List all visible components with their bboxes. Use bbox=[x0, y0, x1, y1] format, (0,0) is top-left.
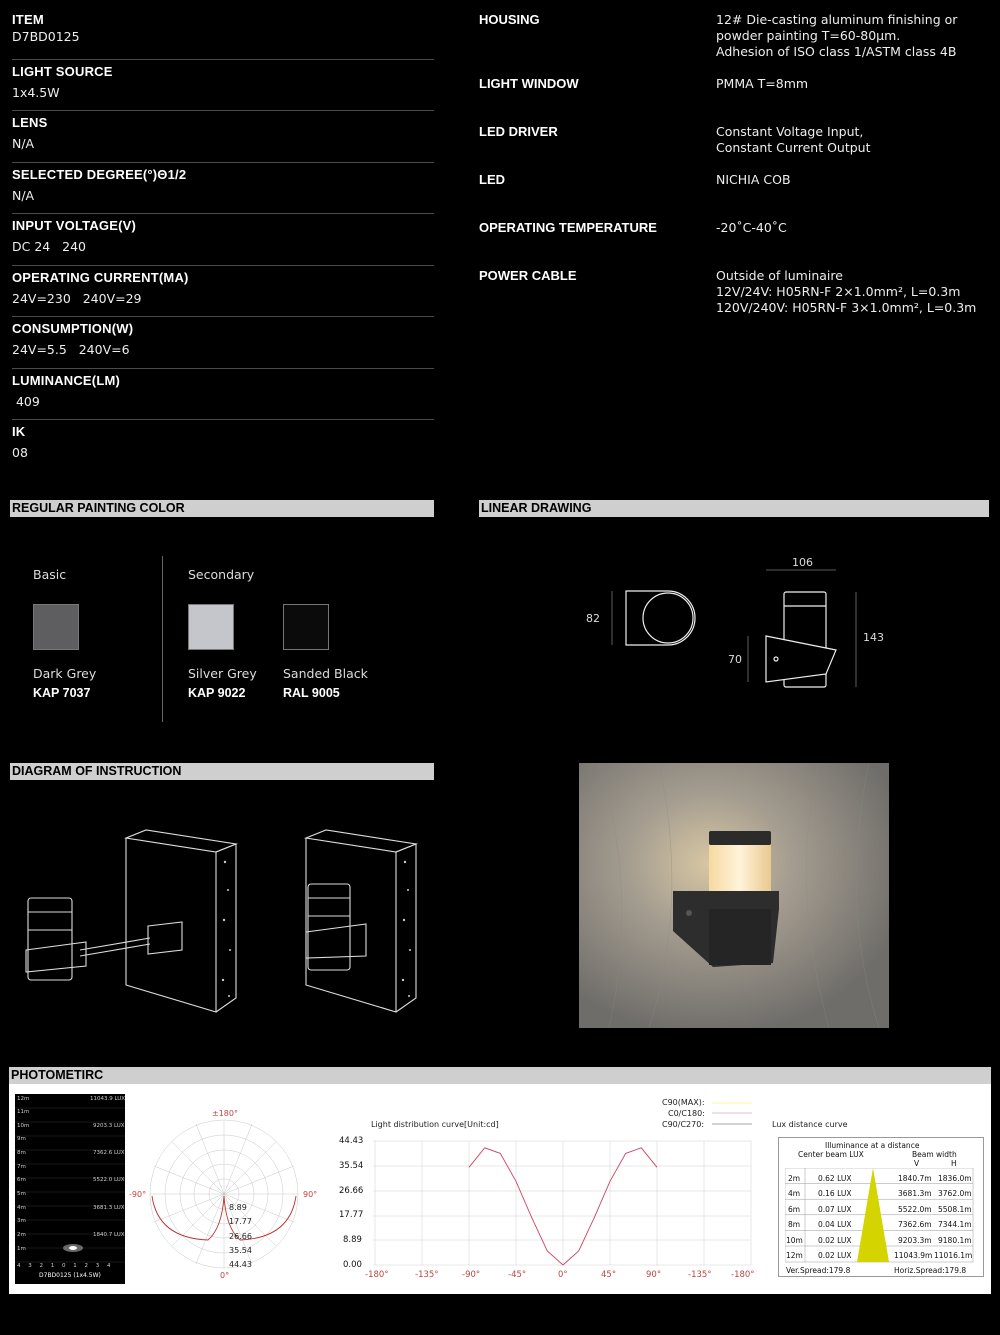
curve-title: Light distribution curve[Unit:cd] bbox=[371, 1120, 499, 1129]
lux-row-label: 7m bbox=[17, 1164, 26, 1170]
polar-ring: 44.43 bbox=[229, 1260, 252, 1269]
spec-label: HOUSING bbox=[479, 12, 540, 27]
x-tick: -135° bbox=[688, 1270, 712, 1280]
spec-value: 24V=230 240V=29 bbox=[12, 290, 142, 306]
spec-degree bbox=[12, 163, 434, 215]
lux-h: 7344.1m bbox=[938, 1220, 972, 1229]
spec-led bbox=[479, 168, 989, 216]
linear-drawing bbox=[570, 550, 890, 700]
x-tick: -90° bbox=[462, 1270, 481, 1280]
lux-tick: 1 bbox=[50, 1263, 55, 1269]
lux-value: 0.62 LUX bbox=[818, 1174, 852, 1183]
spec-value: Constant Voltage Input, Constant Current Output bbox=[716, 124, 871, 155]
top-view bbox=[612, 591, 695, 645]
spec-value: N/A bbox=[12, 136, 35, 151]
lux-row-label: 3m bbox=[17, 1218, 26, 1224]
y-tick: 44.43 bbox=[339, 1136, 364, 1146]
spec-value: -20˚C-40˚C bbox=[716, 220, 787, 235]
lux-h: 3762.0m bbox=[938, 1189, 972, 1198]
spec-value: NICHIA COB bbox=[716, 172, 791, 187]
lux-dist: 6m bbox=[788, 1205, 801, 1214]
lux-tick: 3 bbox=[28, 1263, 32, 1269]
basic-label: Basic bbox=[33, 567, 67, 582]
dim-height: 143 bbox=[863, 631, 884, 644]
lux-dist: 12m bbox=[786, 1251, 803, 1260]
instruction-diagram bbox=[20, 820, 440, 1020]
lux-row-label: 2m bbox=[17, 1232, 26, 1238]
spec-ik bbox=[12, 420, 434, 472]
lux-value: 5522.0 LUX bbox=[93, 1177, 125, 1183]
lux-h: 1836.0m bbox=[938, 1174, 972, 1183]
product-photo bbox=[579, 763, 889, 1028]
spec-label: POWER CABLE bbox=[479, 268, 577, 283]
y-tick: 8.89 bbox=[343, 1235, 362, 1245]
y-tick: 35.54 bbox=[339, 1161, 364, 1171]
secondary-label: Secondary bbox=[188, 567, 255, 582]
x-tick: -180° bbox=[731, 1270, 755, 1280]
polar-ring: 17.77 bbox=[229, 1217, 252, 1226]
lux-tick: 4 bbox=[17, 1263, 21, 1269]
spec-item bbox=[12, 8, 434, 60]
lux-h: 11016.1m bbox=[934, 1251, 973, 1260]
dim-width: 106 bbox=[792, 556, 813, 569]
color-code: KAP 9022 bbox=[188, 686, 246, 700]
lux-header-center: Center beam LUX bbox=[798, 1150, 864, 1159]
lux-row-label: 9m bbox=[17, 1136, 26, 1142]
section-header-instruction: DIAGRAM OF INSTRUCTION bbox=[10, 763, 434, 780]
polar-ring: 8.89 bbox=[229, 1203, 247, 1212]
spec-value: 12# Die-casting aluminum finishing or powder painting T=60-80μm. Adhesion of ISO class 1/ASTM class 4B bbox=[716, 12, 958, 59]
lux-value: 0.07 LUX bbox=[818, 1205, 852, 1214]
legend-c90max: C90(MAX): bbox=[662, 1098, 705, 1107]
polar-ring: 26.66 bbox=[229, 1232, 252, 1241]
distribution-chart bbox=[373, 1139, 753, 1267]
lux-row-label: 12m bbox=[17, 1096, 30, 1102]
spec-label: LIGHT SOURCE bbox=[12, 63, 113, 79]
lux-value: 0.02 LUX bbox=[818, 1236, 852, 1245]
lux-value: 0.04 LUX bbox=[818, 1220, 852, 1229]
spec-label: LIGHT WINDOW bbox=[479, 76, 579, 91]
x-tick: 90° bbox=[646, 1270, 662, 1280]
spec-value: 409 bbox=[12, 393, 40, 409]
spec-value: 08 bbox=[12, 445, 28, 460]
lux-tick: 2 bbox=[84, 1263, 88, 1269]
spec-value: Outside of luminaire 12V/24V: H05RN-F 2×1.0mm², L=0.3m 120V/240V: H05RN-F 3×1.0mm², L=0.3m bbox=[716, 268, 977, 315]
lux-v: 7362.6m bbox=[898, 1220, 932, 1229]
legend-c90c270: C90/C270: bbox=[662, 1120, 705, 1129]
y-tick: 17.77 bbox=[339, 1210, 364, 1220]
spec-list-left bbox=[12, 8, 434, 472]
lux-row-label: 11m bbox=[17, 1109, 30, 1115]
spec-label: LED bbox=[479, 172, 505, 187]
y-tick: 26.66 bbox=[339, 1186, 364, 1196]
spec-label: LED DRIVER bbox=[479, 124, 558, 139]
lux-v: 5522.0m bbox=[898, 1205, 932, 1214]
lux-tick: 4 bbox=[107, 1263, 111, 1269]
lux-dist: 2m bbox=[788, 1174, 801, 1183]
x-tick: -45° bbox=[508, 1270, 527, 1280]
spec-label: ITEM bbox=[12, 12, 44, 27]
polar-bottom-label: 0° bbox=[220, 1271, 230, 1280]
lux-header: Illuminance at a distance bbox=[825, 1141, 920, 1150]
lux-h: 9180.1m bbox=[938, 1236, 972, 1245]
swatch-sanded-black bbox=[283, 604, 329, 650]
lux-v: 9203.3m bbox=[898, 1236, 932, 1245]
lux-row-label: 1m bbox=[17, 1246, 26, 1252]
spec-value: 1x4.5W bbox=[12, 84, 60, 100]
lux-row-label: 10m bbox=[17, 1123, 30, 1129]
x-tick: 0° bbox=[558, 1270, 568, 1280]
polar-left-label: -90° bbox=[129, 1190, 147, 1199]
spec-label: INPUT VOLTAGE(V) bbox=[12, 218, 137, 233]
lux-h: 5508.1m bbox=[938, 1205, 972, 1214]
spec-label: CONSUMPTION(W) bbox=[12, 321, 134, 336]
color-code: KAP 7037 bbox=[33, 686, 91, 700]
color-code: RAL 9005 bbox=[283, 686, 340, 700]
legend-c0c180: C0/C180: bbox=[668, 1109, 705, 1118]
lux-row-label: 6m bbox=[17, 1177, 26, 1183]
lux-tick: 3 bbox=[95, 1263, 100, 1269]
spec-luminance bbox=[12, 369, 434, 421]
lux-value: 11043.9 LUX bbox=[90, 1096, 126, 1102]
spec-operating-temperature bbox=[479, 216, 989, 264]
lux-tick: 0 bbox=[62, 1263, 66, 1269]
lux-hor-spread: Horiz.Spread:179.8 bbox=[894, 1266, 967, 1275]
spec-light-source bbox=[12, 60, 434, 112]
spec-light-window bbox=[479, 72, 989, 120]
lux-value: 1840.7 LUX bbox=[93, 1232, 125, 1238]
y-tick: 0.00 bbox=[343, 1260, 362, 1270]
lux-value: 0.02 LUX bbox=[818, 1251, 852, 1260]
lux-dist: 4m bbox=[788, 1189, 801, 1198]
x-tick: -135° bbox=[415, 1270, 439, 1280]
lux-header-beam: Beam width bbox=[912, 1150, 957, 1159]
dim-depth: 82 bbox=[586, 612, 600, 625]
lux-row-label: 5m bbox=[17, 1191, 26, 1197]
spec-value: DC 24 240 bbox=[12, 239, 87, 254]
lux-v: 11043.9m bbox=[894, 1251, 933, 1260]
polar-diagram bbox=[148, 1118, 300, 1270]
lux-v: 1840.7m bbox=[898, 1174, 932, 1183]
color-divider bbox=[162, 556, 163, 722]
x-tick: 45° bbox=[601, 1270, 617, 1280]
spec-label: OPERATING CURRENT(MA) bbox=[12, 269, 189, 285]
lux-value: 7362.6 LUX bbox=[93, 1150, 125, 1156]
lux-header-v: V bbox=[914, 1159, 920, 1168]
polar-ring: 35.54 bbox=[229, 1246, 252, 1255]
spec-value: N/A bbox=[12, 187, 35, 203]
spec-power-cable bbox=[479, 264, 989, 315]
lux-caption: D7BD0125 (1x4.5W) bbox=[39, 1272, 101, 1279]
spec-value: PMMA T=8mm bbox=[716, 76, 809, 91]
spec-list-right bbox=[479, 8, 989, 315]
lux-v: 3681.3m bbox=[898, 1189, 932, 1198]
spec-label: SELECTED DEGREE(°)Θ1/2 bbox=[12, 166, 187, 182]
spec-led-driver bbox=[479, 120, 989, 168]
section-header-linear: LINEAR DRAWING bbox=[479, 500, 989, 517]
lux-row-label: 8m bbox=[17, 1150, 26, 1156]
spec-label: IK bbox=[12, 424, 26, 439]
color-name: Sanded Black bbox=[283, 666, 368, 681]
spec-value: 24V=5.5 240V=6 bbox=[12, 342, 130, 357]
swatch-silver-grey bbox=[188, 604, 234, 650]
spec-input-voltage bbox=[12, 214, 434, 266]
swatch-dark-grey bbox=[33, 604, 79, 650]
section-header-colors: REGULAR PAINTING COLOR bbox=[10, 500, 434, 517]
spec-label: LUMINANCE(LM) bbox=[12, 372, 121, 388]
polar-right-label: 90° bbox=[303, 1190, 318, 1199]
lux-bottom-axis bbox=[17, 1263, 111, 1269]
legend-lines bbox=[712, 1102, 754, 1126]
lux-value: 3681.3 LUX bbox=[93, 1205, 125, 1211]
lux-header-h: H bbox=[951, 1159, 957, 1168]
lux-value: 0.16 LUX bbox=[818, 1189, 852, 1198]
spec-housing bbox=[479, 8, 989, 72]
lux-dist: 10m bbox=[786, 1236, 803, 1245]
lux-dist: 8m bbox=[788, 1220, 801, 1229]
spec-lens bbox=[12, 111, 434, 163]
spec-label: OPERATING TEMPERATURE bbox=[479, 220, 657, 235]
lux-value: 9203.3 LUX bbox=[93, 1123, 125, 1129]
lux-row-label: 4m bbox=[17, 1205, 26, 1211]
spec-operating-current bbox=[12, 266, 434, 318]
x-tick: -180° bbox=[365, 1270, 389, 1280]
side-view bbox=[748, 570, 856, 687]
color-name: Dark Grey bbox=[33, 666, 97, 681]
lux-tick: 2 bbox=[39, 1263, 43, 1269]
lux-ver-spread: Ver.Spread:179.8 bbox=[786, 1266, 851, 1275]
lux-distance-title: Lux distance curve bbox=[772, 1120, 848, 1129]
color-name: Silver Grey bbox=[188, 666, 257, 681]
spec-consumption bbox=[12, 317, 434, 369]
dim-bracket-height: 70 bbox=[728, 653, 742, 666]
spec-label: LENS bbox=[12, 115, 48, 130]
polar-top-label: ±180° bbox=[212, 1109, 238, 1118]
section-header-photometric: PHOTOMETIRC bbox=[9, 1067, 991, 1084]
spec-value: D7BD0125 bbox=[12, 29, 80, 44]
lux-tick: 1 bbox=[73, 1263, 77, 1269]
